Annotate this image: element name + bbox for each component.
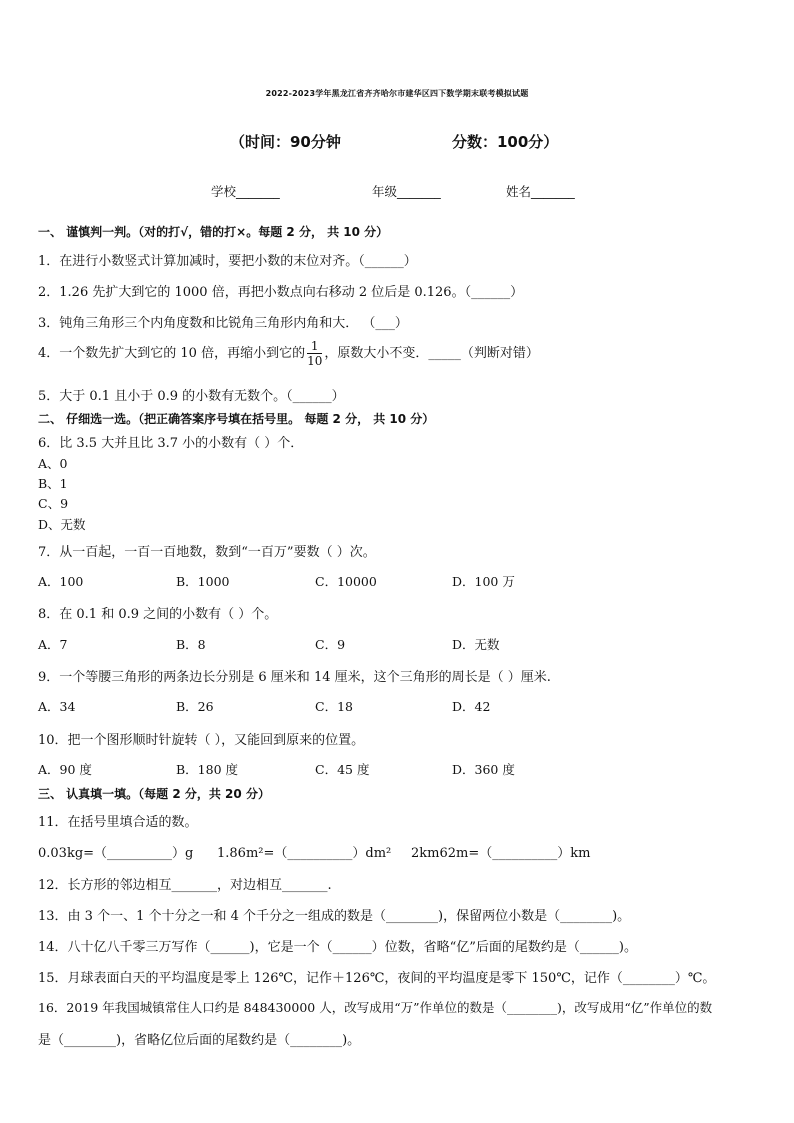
question-5: 5．大于 0.1 且小于 0.9 的小数有无数个。（______） [38, 389, 345, 404]
question-1: 1．在进行小数竖式计算加减时，要把小数的末位对齐。（______） [38, 254, 417, 269]
question-8-option-b: B．8 [176, 637, 206, 652]
question-10: 10．把一个图形顺时针旋转（ ），又能回到原来的位置。 [38, 733, 365, 748]
school-field: 学校_______ [211, 184, 280, 199]
question-13: 13．由 3 个一、1 个十分之一和 4 个千分之一组成的数是（________)，保留两位小数是（________)。 [38, 909, 631, 924]
question-9-option-b: B．26 [176, 699, 214, 714]
question-16-line-2: 是（________)，省略亿位后面的尾数约是（________)。 [38, 1033, 361, 1048]
question-6-option-d: D、无数 [38, 517, 86, 532]
section-3-heading: 三、 认真填一填。（每题 2 分，共 20 分） [38, 787, 270, 801]
fraction-one-tenth [307, 340, 322, 367]
fraction-numerator: 1 [307, 340, 322, 354]
question-3: 3．钝角三角形三个内角度数和比锐角三角形内角和大． （___） [38, 316, 408, 331]
question-11: 11．在括号里填合适的数。 [38, 815, 198, 830]
question-8: 8．在 0.1 和 0.9 之间的小数有（ ）个。 [38, 607, 278, 622]
question-2: 2．1.26 先扩大到它的 1000 倍，再把小数点向右移动 2 位后是 0.126。（______） [38, 285, 524, 300]
question-4-before: 4．一个数先扩大到它的 10 倍，再缩小到它的 [38, 346, 306, 361]
question-9-option-d: D．42 [452, 699, 491, 714]
question-7-option-c: C．10000 [315, 574, 377, 589]
question-10-option-b: B．180 度 [176, 762, 239, 777]
question-6-option-c: C、9 [38, 496, 69, 511]
question-8-option-d: D．无数 [452, 637, 500, 652]
exam-score: 分数：100分） [452, 133, 559, 151]
question-4-after: ，原数大小不变．_____（判断对错） [324, 346, 539, 361]
question-7-option-a: A．100 [38, 574, 84, 589]
question-10-option-a: A．90 度 [38, 762, 92, 777]
section-1-heading: 一、 谨慎判一判。（对的打√，错的打×。每题 2 分， 共 10 分） [38, 225, 389, 239]
page-title: 2022-2023学年黑龙江省齐齐哈尔市建华区四下数学期末联考模拟试题 [265, 89, 529, 98]
question-10-option-d: D．360 度 [452, 762, 515, 777]
fraction-denominator: 10 [307, 354, 323, 368]
question-14: 14．八十亿八千零三万写作（______)，它是一个（______）位数，省略“亿”后面的尾数约是（______)。 [38, 940, 637, 955]
question-9: 9．一个等腰三角形的两条边长分别是 6 厘米和 14 厘米，这个三角形的周长是（ ）厘米. [38, 670, 551, 685]
question-8-option-a: A．7 [38, 637, 68, 652]
section-2-heading: 二、 仔细选一选。（把正确答案序号填在括号里。 每题 2 分， 共 10 分） [38, 412, 435, 426]
question-6-option-b: B、1 [38, 476, 68, 491]
grade-field: 年级_______ [372, 184, 441, 199]
question-16-line-1: 16．2019 年我国城镇常住人口约是 848430000 人，改写成用“万”作单位的数是（________)，改写成用“亿”作单位的数 [38, 1000, 713, 1015]
question-15: 15．月球表面白天的平均温度是零上 126℃，记作＋126℃，夜间的平均温度是零下 150℃，记作（________）℃。 [38, 971, 716, 986]
question-9-option-c: C．18 [315, 699, 353, 714]
question-6-option-a: A、0 [38, 456, 68, 471]
question-9-option-a: A．34 [38, 699, 76, 714]
question-11-part-2: 1.86m²=（__________）dm² [217, 846, 392, 861]
question-6: 6．比 3.5 大并且比 3.7 小的小数有（ ）个． [38, 436, 304, 451]
question-7-option-b: B．1000 [176, 574, 230, 589]
exam-time: （时间：90分钟 [230, 133, 341, 151]
question-10-option-c: C．45 度 [315, 762, 370, 777]
question-4 [38, 340, 539, 367]
question-12: 12．长方形的邻边相互_______，对边相互_______. [38, 878, 332, 893]
question-7-option-d: D．100 万 [452, 574, 515, 589]
question-11-part-1: 0.03kg=（__________）g [38, 846, 194, 861]
name-field: 姓名_______ [506, 184, 575, 199]
question-7: 7．从一百起，一百一百地数，数到“一百万”要数（ ）次。 [38, 545, 376, 560]
question-11-part-3: 2km62m=（__________）km [411, 846, 591, 861]
question-8-option-c: C．9 [315, 637, 346, 652]
